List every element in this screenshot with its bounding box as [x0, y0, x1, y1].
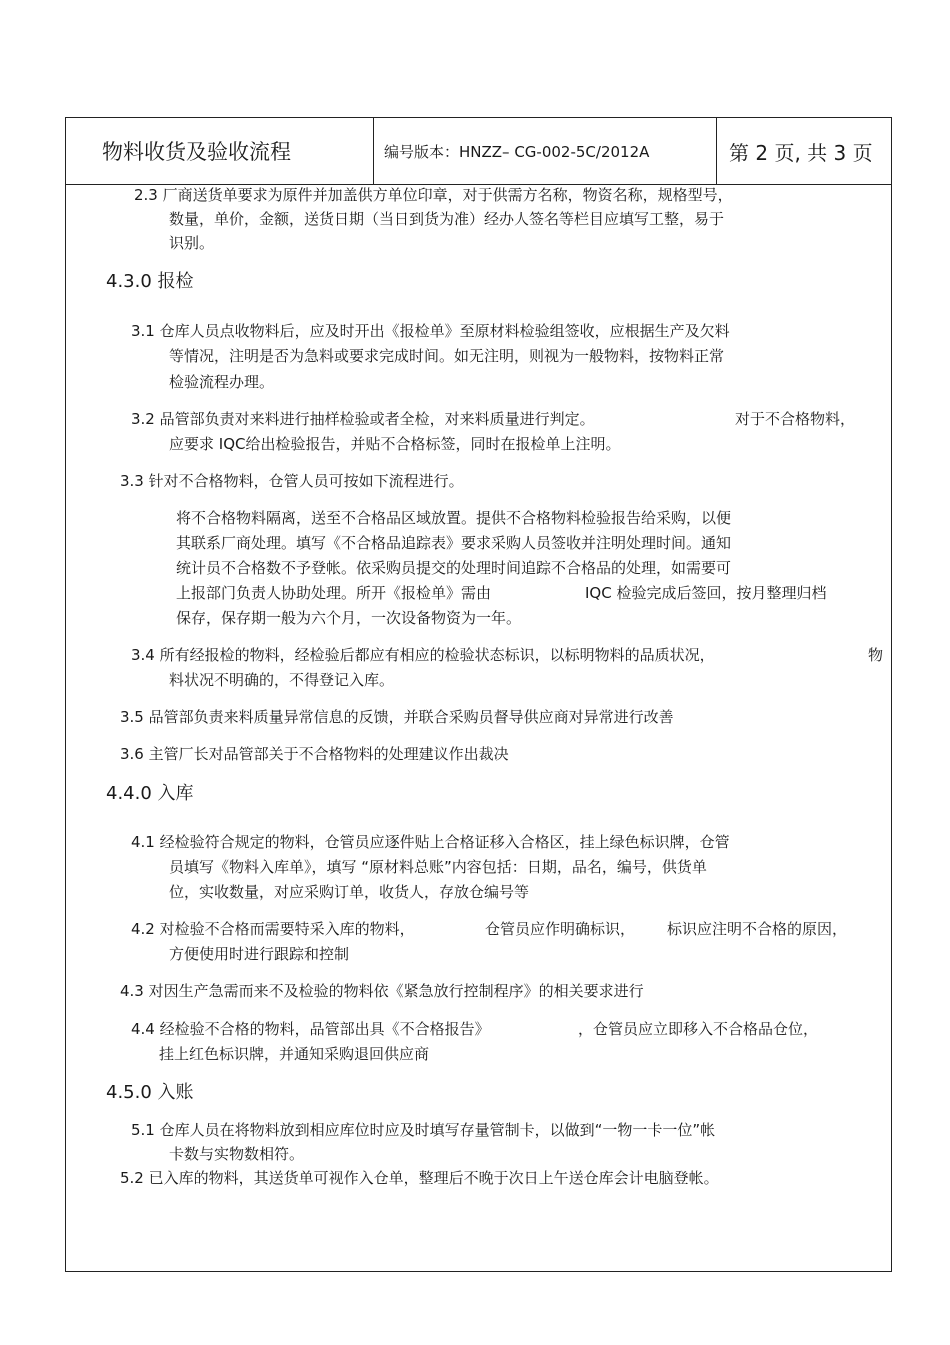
- para-5-1-line-2: 卡数与实物数相符。: [169, 1145, 305, 1163]
- para-3-5: 3.5 品管部负责来料质量异常信息的反馈，并联合采购员督导供应商对异常进行改善: [120, 708, 674, 726]
- para-3-3-detail-line-4b: IQC 检验完成后签回，按月整理归档: [585, 584, 827, 602]
- para-4-1-line-3: 位，实收数量，对应采购订单，收货人，存放仓编号等: [169, 883, 530, 901]
- para-4-2-line-1a: 4.2 对检验不合格而需要特采入库的物料，: [131, 920, 415, 938]
- para-5-1-line-1: 5.1 仓库人员在将物料放到相应库位时应及时填写存量管制卡，以做到“一物一卡一位”帐: [131, 1121, 716, 1139]
- para-3-1-line-3: 检验流程办理。: [169, 373, 275, 391]
- document-header: [66, 118, 891, 185]
- para-3-3-detail-line-2: 其联系厂商处理。填写《不合格品追踪表》要求采购人员签收并注明处理时间。通知: [176, 534, 732, 552]
- para-4-2-line-1b: 仓管员应作明确标识，: [485, 920, 636, 938]
- para-3-2-line-1b: 对于不合格物料，: [735, 410, 856, 428]
- para-4-2-line-2: 方便使用时进行跟踪和控制: [169, 945, 350, 963]
- para-3-2-line-2: 应要求 IQC给出检验报告，并贴不合格标签，同时在报检单上注明。: [169, 435, 621, 453]
- para-3-3: 3.3 针对不合格物料，仓管人员可按如下流程进行。: [120, 472, 464, 490]
- para-4-3: 4.3 对因生产急需而来不及检验的物料依《紧急放行控制程序》的相关要求进行: [120, 982, 644, 1000]
- para-4-4-line-2: 挂上红色标识牌，并通知采购退回供应商: [159, 1045, 430, 1063]
- para-4-4-line-1a: 4.4 经检验不合格的物料，品管部出具《不合格报告》: [131, 1020, 490, 1038]
- section-heading-4-3-0: 4.3.0 报检: [106, 271, 194, 292]
- para-3-4-line-1b: 物: [868, 646, 884, 664]
- para-3-1-line-1: 3.1 仓库人员点收物料后，应及时开出《报检单》至原材料检验组签收，应根据生产及欠料: [131, 322, 730, 340]
- para-3-1-line-2: 等情况，注明是否为急料或要求完成时间。如无注明，则视为一般物料，按物料正常: [169, 347, 725, 365]
- para-4-1-line-1: 4.1 经检验符合规定的物料，仓管员应逐件贴上合格证移入合格区，挂上绿色标识牌，仓管: [131, 833, 730, 851]
- document-number: 编号版本：HNZZ– CG-002-5C/2012A: [374, 118, 717, 184]
- section-heading-4-5-0: 4.5.0 入账: [106, 1082, 194, 1103]
- section-heading-4-4-0: 4.4.0 入库: [106, 783, 194, 804]
- para-4-2-line-1c: 标识应注明不合格的原因，: [667, 920, 848, 938]
- para-3-3-detail-line-5: 保存，保存期一般为六个月，一次设备物资为一年。: [176, 609, 522, 627]
- para-3-4-line-1a: 3.4 所有经报检的物料，经检验后都应有相应的检验状态标识，以标明物料的品质状况，: [131, 646, 715, 664]
- para-3-3-detail-line-1: 将不合格物料隔离，送至不合格品区域放置。提供不合格物料检验报告给采购，以便: [176, 509, 732, 527]
- para-3-3-detail-line-4a: 上报部门负责人协助处理。所开《报检单》需由: [176, 584, 492, 602]
- para-3-4-line-2: 料状况不明确的，不得登记入库。: [169, 671, 395, 689]
- para-3-3-detail-line-3: 统计员不合格数不予登帐。依采购员提交的处理时间追踪不合格品的处理，如需要可: [176, 559, 732, 577]
- para-3-6: 3.6 主管厂长对品管部关于不合格物料的处理建议作出裁决: [120, 745, 509, 763]
- para-4-4-line-1b: ，仓管员应立即移入不合格品仓位，: [578, 1020, 819, 1038]
- para-3-2-line-1a: 3.2 品管部负责对来料进行抽样检验或者全检，对来料质量进行判定。: [131, 410, 595, 428]
- para-5-2: 5.2 已入库的物料，其送货单可视作入仓单，整理后不晚于次日上午送仓库会计电脑登帐。: [120, 1169, 719, 1187]
- para-2-3-line-3: 识别。: [169, 234, 215, 252]
- para-2-3-line-2: 数量，单价，金额，送货日期（当日到货为准）经办人签名等栏目应填写工整，易于: [169, 210, 725, 228]
- para-4-1-line-2: 员填写《物料入库单》，填写 “原材料总账”内容包括：日期，品名，编号，供货单: [169, 858, 707, 876]
- document-title: 物料收货及验收流程: [66, 118, 374, 184]
- page-info: 第 2 页, 共 3 页: [729, 140, 873, 165]
- para-2-3-line-1: 2.3 厂商送货单要求为原件并加盖供方单位印章，对于供需方名称，物资名称，规格型号，: [134, 186, 733, 204]
